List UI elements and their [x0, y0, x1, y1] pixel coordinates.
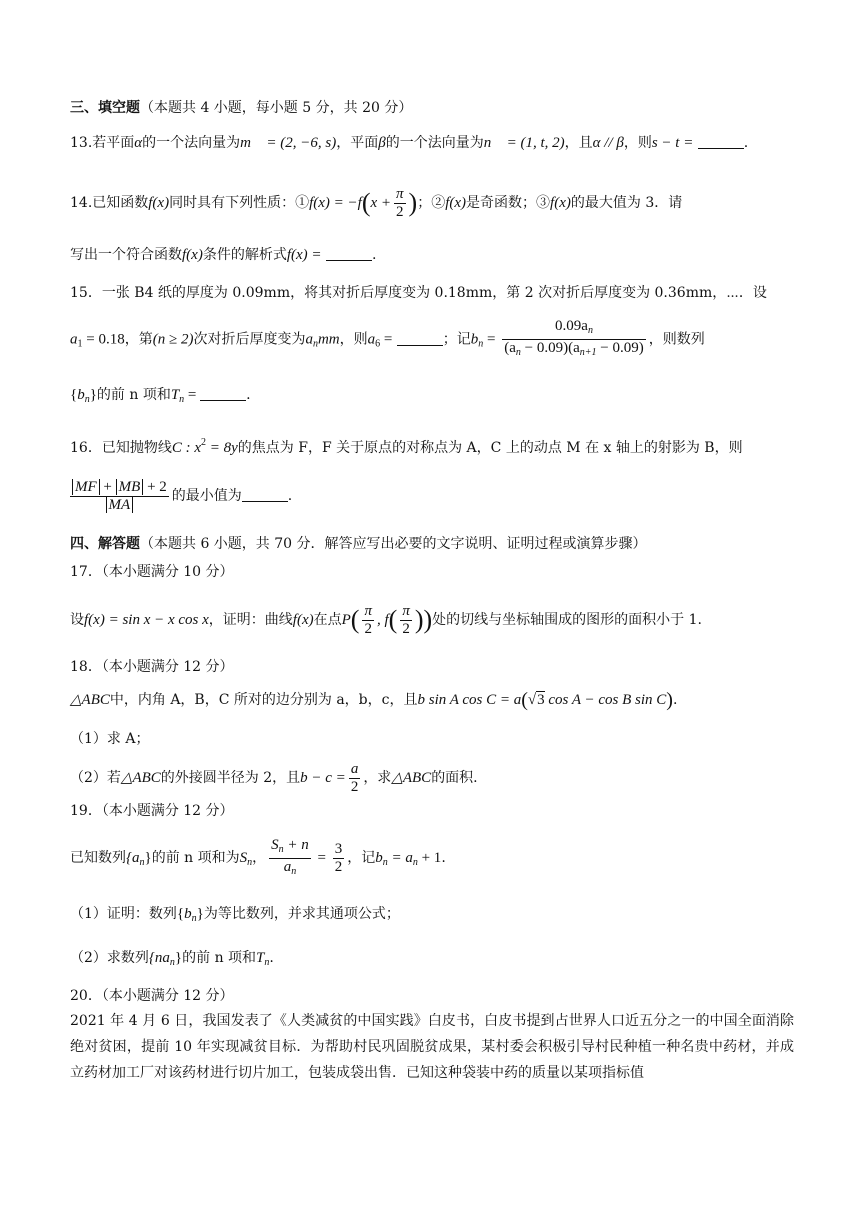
question-header: 20．（本小题满分 12 分）	[70, 988, 234, 1004]
question-text: ，证明：曲线	[208, 612, 293, 628]
question-text: 的外接圆半径为 2，且	[160, 770, 301, 786]
question-text: 是奇函数；③	[466, 195, 551, 211]
answer-blank[interactable]	[397, 331, 443, 346]
question-text: ，记	[347, 850, 376, 866]
question-number: 16．	[70, 440, 102, 456]
math-b: b	[184, 906, 192, 922]
question-text: 条件的解析式	[202, 247, 287, 263]
question-text: 写出一个符合函数	[70, 247, 182, 263]
math-sequence: {a	[126, 850, 140, 866]
answer-blank[interactable]	[242, 487, 288, 502]
question-19-part-2: （2）求数列$\{na_n\}$的前 n 项和$T_n$.	[70, 950, 274, 968]
fraction-sn	[269, 837, 311, 880]
answer-blank[interactable]	[326, 246, 372, 261]
math-triangle: △ABC	[391, 770, 432, 786]
question-text: ，求	[363, 770, 392, 786]
math-eq: =	[313, 850, 330, 866]
question-text: ，且	[564, 135, 593, 151]
question-16-line-2	[70, 474, 794, 518]
fraction-3-over-2	[333, 841, 345, 876]
question-text: 的面积.	[431, 770, 478, 786]
paren: (	[521, 689, 528, 711]
superscript: 2	[201, 437, 206, 448]
math-vector-n: n⃗ = (1, t, 2)	[483, 135, 565, 151]
subscript: n	[478, 338, 484, 350]
period: .	[441, 850, 446, 866]
math-b: b	[375, 850, 383, 866]
subscript: n	[312, 338, 318, 350]
subscript: n	[412, 857, 418, 868]
math-parabola: = 8y	[206, 440, 238, 456]
question-text: 的前 n 项和	[182, 950, 257, 966]
math-alpha: α	[134, 135, 143, 151]
abs-MB: MB	[116, 479, 144, 495]
question-15	[70, 283, 794, 303]
math-f: , f	[376, 612, 389, 628]
question-text: 的前 n 项和为	[151, 850, 240, 866]
question-text: 已知函数	[92, 195, 149, 211]
period: .	[371, 247, 377, 263]
math-vector-m: m⃗ = (2, −6, s)	[240, 135, 337, 151]
question-text: 设	[70, 612, 84, 628]
subscript: 6	[375, 338, 381, 350]
subscript: n	[179, 394, 185, 405]
question-text: 一张 B4 纸的厚度为 0.09mm，将其对折后厚度变为 0.18mm，第 2 次对折后厚度变为 0.36mm，⋯．设	[101, 285, 767, 301]
question-number: 14.	[70, 195, 93, 211]
math-equation: cos A − cos B sin C	[544, 692, 667, 708]
question-text: 在点	[313, 612, 342, 628]
math-value: = 0.18	[82, 331, 125, 348]
question-17-header	[70, 562, 794, 582]
math-sequence: {na	[148, 950, 170, 966]
fraction-numerator: π	[402, 602, 410, 619]
subscript: n	[84, 394, 90, 405]
question-19-header	[70, 801, 794, 821]
question-text: 为等比数列，并求其通项公式；	[203, 906, 400, 922]
question-14: 14.已知函数f(x)同时具有下列性质：①f(x) = −f(x + $\frac{\pi}{2}$ )；②f(x)是奇函数；③f(x)的最大值为 3．请	[70, 185, 683, 220]
fraction-denominator: − 0.09)	[596, 340, 644, 356]
plus: +	[99, 478, 116, 495]
math-fx: f(x)	[182, 247, 203, 263]
paren: )	[666, 689, 673, 711]
section-note: （本题共 6 小题，共 70 分．解答应写出必要的文字说明、证明过程或演算步骤）	[140, 536, 647, 552]
math-beta: β	[378, 135, 386, 151]
question-text: （1）证明：数列	[70, 906, 177, 922]
section-title: 四、解答题	[70, 536, 140, 552]
fraction-denominator: 2	[334, 858, 343, 875]
fraction-numerator: S	[271, 836, 279, 853]
math-parabola: C : x	[171, 440, 201, 456]
math-expression: b − c =	[300, 770, 346, 786]
question-text: （2）求数列	[70, 950, 149, 966]
fraction-denominator: 2	[394, 203, 406, 221]
fraction-a-over-2	[349, 761, 361, 796]
math-a: a	[305, 331, 313, 348]
math-unit: mm	[317, 331, 340, 348]
fraction-bn	[502, 318, 645, 361]
question-text: 的前 n 项和	[96, 387, 171, 403]
math-equation: b sin A cos C = a	[417, 692, 522, 708]
sqrt-three: 3	[537, 692, 545, 708]
question-text: ，平面	[336, 135, 379, 151]
fraction-numerator: + n	[283, 836, 309, 853]
question-text: （2）若	[70, 770, 121, 786]
question-18-header	[70, 657, 794, 677]
fraction-pi-over-2	[400, 603, 412, 638]
section-title: 三、填空题	[70, 100, 140, 116]
question-19-part-1: （1）证明：数列$\{b_n\}$为等比数列，并求其通项公式；	[70, 906, 400, 924]
question-text: 若平面	[92, 135, 135, 151]
fraction-numerator: π	[364, 602, 372, 619]
fraction-denominator: a	[283, 858, 292, 875]
question-text: ，则数列	[648, 331, 705, 348]
question-text: 的一个法向量为	[385, 135, 484, 151]
section-4-heading	[70, 534, 794, 554]
question-20-header	[70, 986, 794, 1006]
math-fx-eq: f(x) =	[286, 247, 322, 263]
math-arg: x +	[370, 195, 392, 211]
question-20-body: 2021 年 4 月 6 日，我国发表了《人类减贫的中国实践》白皮书，白皮书提到占世界人口近五分之一的中国全面消除绝对贫困，提前 10 年实现减贫目标．为帮助村民巩固脱贫成果，某村委会积极引导村民种植一种名贵中药材，并成立药材加工厂对该药材进行切片加工，包装成袋出售．已知这种袋装中药的质量以某项指标值	[70, 1013, 794, 1081]
question-text: ；②	[417, 195, 446, 211]
subscript: n	[291, 865, 297, 877]
fraction-ratio	[70, 479, 169, 514]
question-text: 已知抛物线	[101, 440, 172, 456]
question-number: 13.	[70, 135, 93, 151]
math-condition: (n ≥ 2)	[152, 331, 194, 348]
answer-blank[interactable]	[698, 134, 744, 149]
math-triangle: △ABC	[120, 770, 161, 786]
question-header: 17．（本小题满分 10 分）	[70, 564, 234, 580]
subscript: n	[139, 857, 145, 868]
question-number: 15．	[70, 285, 102, 301]
fraction-numerator: a	[350, 760, 359, 777]
answer-blank[interactable]	[200, 386, 246, 401]
question-text: ，则	[339, 331, 368, 348]
math-b: b	[470, 331, 479, 348]
abs-MA: MA	[106, 497, 134, 513]
fraction-denominator: (a	[504, 340, 516, 356]
math-a: a	[367, 331, 376, 348]
subscript: n	[587, 325, 593, 336]
math-fx: f(x)	[292, 612, 314, 628]
question-text: 的焦点为 F，F 关于原点的对称点为 A，C 上的动点 M 在 x 轴上的射影为 B，则	[237, 440, 743, 456]
question-19: 已知数列$\{a_n\}$的前 n 项和为$S_n$， $\frac{S_n + n}{a_n}$ = $\frac{3}{2}$ ，记$b_n = a_n + 1$.	[70, 836, 794, 880]
subscript: 1	[77, 338, 83, 350]
question-13	[70, 133, 794, 153]
math-definition: f(x) = sin x − x cos x	[84, 612, 209, 628]
question-18: △ABC中，内角 A，B，C 所对的边分别为 a，b，c，且b sin A cos C = a(√3 cos A − cos B sin C).	[70, 689, 678, 711]
question-text: 处的切线与坐标轴围成的图形的面积小于 1.	[432, 612, 702, 628]
question-text: 的一个法向量为	[142, 135, 241, 151]
period: .	[672, 692, 678, 708]
question-15-line-2: $a_1 = 0.18$，第(n ≥ 2)次对折后厚度变为$a_nmm$，则$a_6$ = ；记$b_n$ = $\frac{0.09a_n}{(a_n - 0.09)(a_{n+1} - 0.09)}$ ，则数列	[70, 318, 794, 360]
plus-two: + 2	[143, 478, 167, 495]
math-a: a	[70, 331, 78, 348]
math-eq: =	[380, 331, 393, 348]
question-18-part-2	[70, 758, 794, 798]
question-text: 的最大值为 3．请	[570, 195, 683, 211]
fraction-pi-over-2	[362, 603, 374, 638]
math-fx: f(x)	[148, 195, 170, 211]
section-3-heading	[70, 98, 794, 118]
question-text: 同时具有下列性质：①	[169, 195, 310, 211]
math-a: = a	[387, 850, 413, 866]
period: .	[743, 135, 749, 151]
period: .	[246, 387, 251, 403]
period: .	[287, 488, 293, 504]
subscript: n	[191, 913, 197, 924]
subscript: n	[382, 857, 388, 868]
subscript: n	[247, 857, 253, 868]
question-text: 已知数列	[70, 850, 126, 866]
math-point: P	[341, 612, 351, 628]
fraction-numerator: 0.09a	[555, 318, 588, 334]
math-property-1: f(x) = −f	[309, 195, 362, 211]
question-text: 的最小值为	[171, 488, 242, 504]
question-text: 次对折后厚度变为	[193, 331, 306, 348]
question-15-line-3: $\{b_n\}$的前 n 项和$T_n$ = .	[70, 387, 251, 405]
question-16	[70, 433, 794, 458]
question-14-line-2	[70, 245, 794, 265]
fraction-denominator: 2	[350, 778, 359, 795]
question-text: ，则	[623, 135, 652, 151]
question-17: 设f(x) = sin x − x cos x，证明：曲线f(x)在点P( $\frac{\pi}{2}$ , f( $\frac{\pi}{2}$ ))处的切线与坐标轴围成的图形的面积小于 1.	[70, 602, 702, 637]
math-triangle: △ABC	[70, 692, 110, 708]
math-T: T	[170, 387, 180, 403]
fraction-denominator: 2	[362, 620, 374, 638]
question-header: 18．（本小题满分 12 分）	[70, 659, 234, 675]
question-text: ，第	[124, 331, 153, 348]
question-text: 中，内角 A，B，C 所对的边分别为 a，b，c，且	[109, 692, 418, 708]
abs-MF: MF	[72, 479, 100, 495]
section-note: （本题共 4 小题，每小题 5 分，共 20 分）	[140, 100, 413, 116]
math-parallel: α // β	[592, 135, 624, 151]
math-b: b	[77, 387, 85, 403]
subscript: n+1	[579, 347, 597, 358]
fraction-denominator: 2	[400, 620, 412, 638]
subscript: n	[169, 957, 175, 968]
period: .	[269, 950, 274, 966]
fraction-numerator: π	[396, 185, 404, 202]
math-expression: s − t =	[651, 135, 694, 151]
math-fx: f(x)	[550, 195, 571, 211]
fraction-denominator: − 0.09)(a	[520, 340, 580, 356]
subscript: n	[264, 957, 270, 968]
math-fx: f(x)	[445, 195, 467, 211]
question-header: 19．（本小题满分 12 分）	[70, 803, 234, 819]
math-S: S	[239, 850, 248, 866]
question-18-part-1	[70, 729, 794, 749]
question-text: （1）求 A；	[70, 731, 150, 747]
fraction-pi-over-2	[394, 186, 406, 221]
fraction-numerator: 3	[334, 840, 343, 857]
subscript: n	[515, 347, 521, 358]
question-text: ；记	[442, 331, 471, 348]
subscript: n	[278, 843, 284, 855]
math-plus-one: + 1	[417, 850, 442, 866]
